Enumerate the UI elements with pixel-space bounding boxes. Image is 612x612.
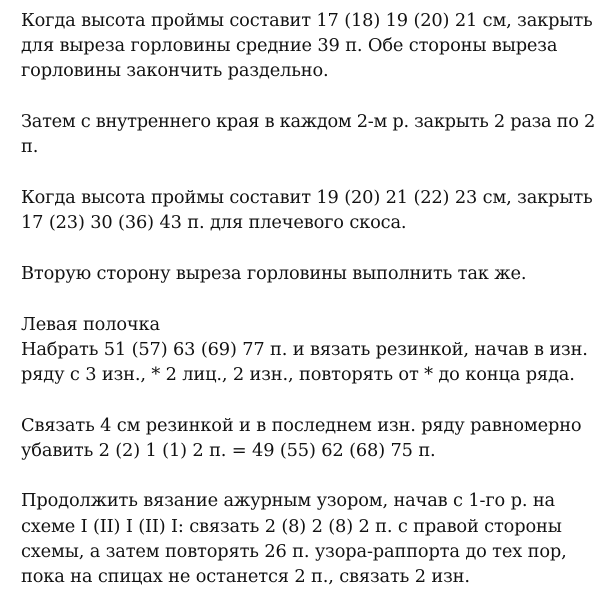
text-line: убавить 2 (2) 1 (1) 2 п. = 49 (55) 62 (68) 75 п.: [21, 439, 436, 461]
paragraph-inner-edge: [21, 109, 598, 159]
text-line: для выреза горловины средние 39 п. Обе стороны выреза: [21, 35, 558, 57]
text-line: п.: [21, 136, 39, 158]
text-line: 17 (23) 30 (36) 43 п. для плечевого скоса.: [21, 212, 407, 234]
text-line: схеме I (II) I (II) I: связать 2 (8) 2 (8) 2 п. с правой стороны: [21, 515, 562, 537]
text-line: Вторую сторону выреза горловины выполнить так же.: [21, 262, 527, 284]
section-heading: Левая полочка: [21, 313, 160, 335]
text-line: Когда высота проймы составит 17 (18) 19 (20) 21 см, закрыть: [21, 10, 593, 31]
paragraph-shoulder-slope: [21, 185, 598, 235]
text-line: Набрать 51 (57) 63 (69) 77 п. и вязать резинкой, начав в изн.: [21, 338, 588, 360]
text-line: Продолжить вязание ажурным узором, начав с 1-го р. на: [21, 490, 555, 512]
paragraph-neckline-start: [21, 8, 598, 84]
text-line: пока на спицах не останется 2 п., связать 2 изн.: [21, 566, 470, 587]
paragraph-left-front: [21, 312, 598, 388]
paragraph-ribbing-decrease: [21, 413, 598, 463]
text-line: схемы, а затем повторять 26 п. узора-раппорта до тех пор,: [21, 540, 567, 562]
text-line: Связать 4 см резинкой и в последнем изн. ряду равномерно: [21, 414, 582, 436]
text-line: Когда высота проймы составит 19 (20) 21 (22) 23 см, закрыть: [21, 186, 593, 208]
paragraph-lace-pattern: [21, 488, 598, 589]
text-line: ряду с 3 изн., * 2 лиц., 2 изн., повторять от * до конца ряда.: [21, 363, 575, 385]
paragraph-second-side: [21, 261, 598, 286]
text-line: Затем с внутреннего края в каждом 2-м р. закрыть 2 раза по 2: [21, 111, 595, 133]
text-line: горловины закончить раздельно.: [21, 60, 329, 82]
